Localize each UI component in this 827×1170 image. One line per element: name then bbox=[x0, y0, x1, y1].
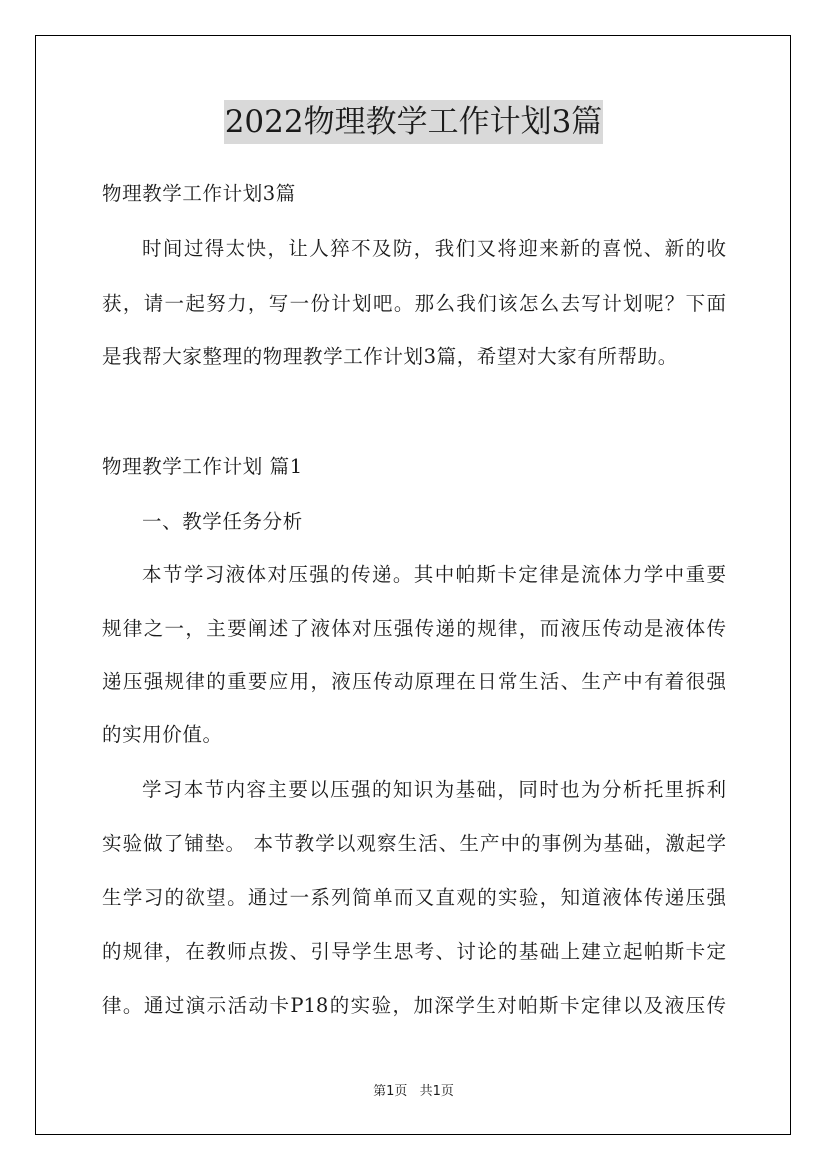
document-subtitle: 物理教学工作计划3篇 bbox=[102, 182, 296, 205]
intro-line-1: 时间过得太快，让人猝不及防，我们又将迎来新的喜悦、新的收 bbox=[142, 237, 726, 260]
para2-line-1: 学习本节内容主要以压强的知识为基础，同时也为分析托里拆利 bbox=[142, 778, 726, 801]
para2-line-5: 律。通过演示活动卡P18的实验，加深学生对帕斯卡定律以及液压传 bbox=[102, 994, 726, 1017]
para1-line-4: 的实用价值。 bbox=[102, 723, 223, 746]
intro-line-3: 是我帮大家整理的物理教学工作计划3篇，希望对大家有所帮助。 bbox=[102, 345, 678, 368]
para2-line-4: 的规律，在教师点拨、引导学生思考、讨论的基础上建立起帕斯卡定 bbox=[102, 940, 726, 963]
page-number: 第1页 bbox=[373, 1084, 408, 1099]
para2-line-3: 生学习的欲望。通过一系列简单而又直观的实验，知道液体传递压强 bbox=[102, 886, 726, 909]
para1-line-3: 递压强规律的重要应用，液压传动原理在日常生活、生产中有着很强 bbox=[102, 670, 726, 693]
para1-line-2: 规律之一，主要阐述了液体对压强传递的规律，而液压传动是液体传 bbox=[102, 617, 726, 640]
page-footer bbox=[0, 1083, 827, 1101]
title-container bbox=[0, 100, 827, 144]
para2-line-2: 实验做了铺垫。 本节教学以观察生活、生产中的事例为基础，激起学 bbox=[102, 832, 726, 855]
subheading: 一、教学任务分析 bbox=[142, 510, 303, 533]
document-title: 2022物理教学工作计划3篇 bbox=[224, 100, 604, 144]
page-total: 共1页 bbox=[419, 1084, 454, 1099]
section-heading: 物理教学工作计划 篇1 bbox=[102, 455, 303, 478]
intro-line-2: 获，请一起努力，写一份计划吧。那么我们该怎么去写计划呢？下面 bbox=[102, 292, 726, 315]
para1-line-1: 本节学习液体对压强的传递。其中帕斯卡定律是流体力学中重要 bbox=[142, 563, 726, 586]
